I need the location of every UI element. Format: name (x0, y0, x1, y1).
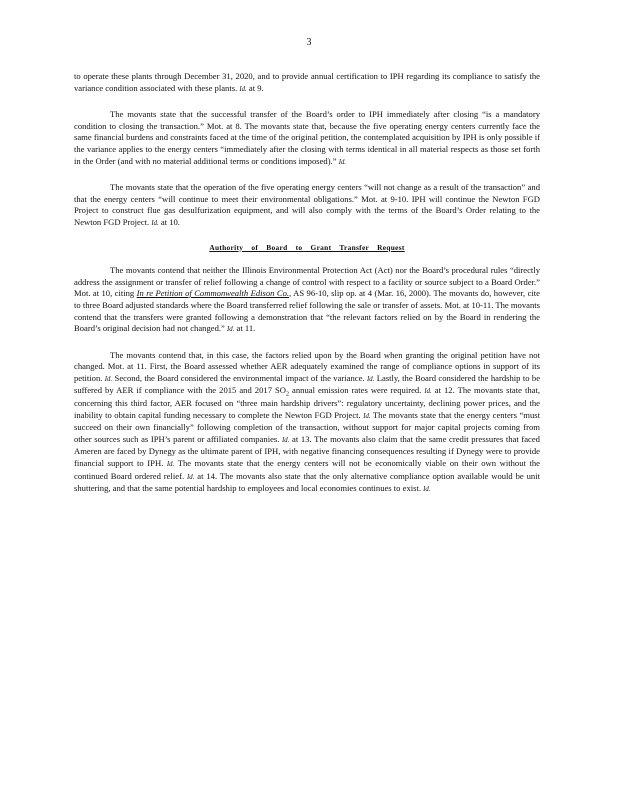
paragraph-4-part-1: The movants contend that neither the Illinois Environmental Protection Act (Act) nor the Board’s procedural rules “directly address the assignment or transfer of relief following a change of control with respect to a facility or source subject to a Board Order.” Mot. at 10, citing (74, 265, 540, 299)
citation-id: Id. (104, 375, 113, 383)
paragraph-4 (74, 265, 540, 336)
paragraph-1-text: to operate these plants through December 31, 2020, and to provide annual certification to IPH regarding its compliance to satisfy the variance condition associated with these plants. (74, 71, 540, 93)
citation-tail: at 11. (234, 323, 256, 334)
citation-id: Id. (239, 85, 247, 93)
paragraph-5-s8: The movants state that the energy centers will not be economically viable on their own without the continued Board ordered relief. (74, 458, 540, 481)
paragraph-4-part-2: , AS 96-10, slip op. at 4 (Mar. 16, 2000). The movants do, however, cite to three Board adjusted standards where the Board transferred relief following the sale or transfer of assets. Mot. at 10-11. The movants contend that the transfers were granted following a demonstration that “the relevant factors relied on by the Board in rendering the Board’s original decision had not changed.” (74, 288, 540, 334)
section-heading (74, 242, 540, 254)
paragraph-5-s5: at 12. The movants state that, concerning this third factor, AER focused on “three main hardship drivers”: regulatory uncertainty, declining power prices, and the inability to obtain capital funding necessary to complete the Newton FGD Project. (74, 385, 540, 420)
citation-id: Id. (166, 461, 175, 469)
paragraph-3-text: The movants state that the operation of the five operating energy centers “will not change as a result of the transaction” and that the energy centers “will continue to meet their environmental obligations.” Mot. at 9-10. IPH will continue the Newton FGD Project to construct flue gas desulfurization equipment, and will also comply with the terms of the Board’s Order relating to the Newton FGD Project. (74, 182, 540, 227)
citation-id: Id. (338, 158, 347, 166)
citation-id: Id. (423, 486, 431, 494)
paragraph-2 (74, 109, 540, 168)
citation-id: Id. (363, 412, 371, 420)
paragraph-5 (74, 350, 540, 496)
paragraph-1 (74, 71, 540, 95)
paragraph-2-text: The movants state that the successful transfer of the Board’s order to IPH immediately after closing “is a mandatory condition to closing the transaction.” Mot. at 8. The movants state that, because the five operating energy centers currently face the same financial burdens and constraints faced at the time of the original petition, the contemplated acquisition by IPH is only possible if the variance applies to the energy centers “immediately after the closing with terms identical in all material respects as those set forth in the Order (and with no material additional terms or conditions imposed).” (74, 109, 540, 166)
citation-tail: at 9. (246, 82, 264, 93)
paragraph-5-s9: at 14. The movants also state that the only alternative compliance option available would be unit shuttering, and that the same potential hardship to employees and local economies continues to exist. (74, 470, 541, 494)
paragraph-5-s1: The movants contend that, in this case, the factors relied upon by the Board when granting the original petition have not changed. Mot. at 11. First, the Board assessed whether AER adequately examined the range of compliance options in support of its petition. (74, 349, 540, 383)
citation-id: Id. (226, 326, 235, 334)
citation-id: Id. (151, 219, 159, 227)
paragraph-3 (74, 182, 540, 229)
citation-id: Id. (187, 473, 195, 481)
paragraph-5-s6: The movants state that the energy centers “must succeed on their own financially” following completion of the transaction, without support for major capital projects coming from other sources such as IPH’s parent or affiliated companies. (74, 409, 540, 444)
citation-id: Id. (366, 375, 375, 383)
page-number: 3 (306, 37, 312, 48)
case-name: In re Petition of Commonwealth Edison Co. (136, 288, 290, 299)
paragraph-5-s3: Lastly, the Board considered the hardship to be suffered by AER if compliance with the 2015 and 2017 SO (74, 372, 541, 396)
citation-tail: at 10. (158, 216, 180, 227)
paragraph-5-s7: at 13. The movants also claim that the same credit pressures that faced Ameren are faced by Dynegy as the ultimate parent of IPH, with negative financing consequences resulting if Dynegy were to provide financial support to IPH. (74, 433, 540, 469)
section-heading-text: Authority of Board to Grant Transfer Request (209, 242, 405, 252)
body-text (74, 71, 540, 496)
paragraph-5-s4: annual emission rates were required. (289, 385, 422, 396)
so2-subscript: 2 (286, 392, 290, 399)
citation-id: Id. (424, 388, 432, 396)
paragraph-5-s2: Second, the Board considered the environmental impact of the variance. (112, 372, 365, 383)
citation-id: Id. (282, 436, 290, 444)
